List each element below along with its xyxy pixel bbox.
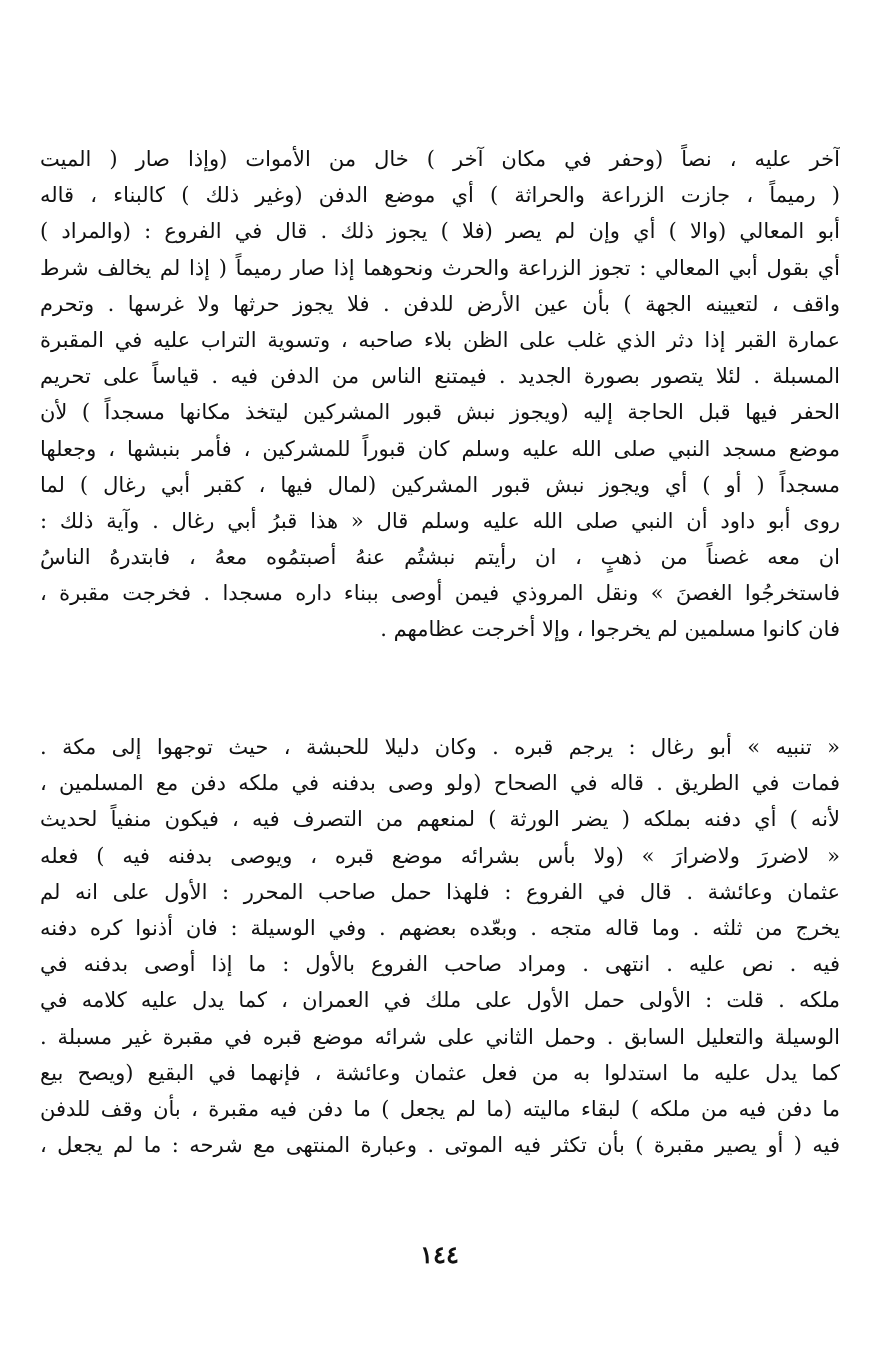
paragraph-2 bbox=[40, 729, 840, 1163]
text-line: فمات في الطريق . قاله في الصحاح (ولو وصى بدفنه في ملكه دفن مع المسلمين ، bbox=[40, 771, 840, 796]
text-line: عمارة القبر إذا دثر الذي غلب على الظن بلاء صاحبه ، وتسوية التراب عليه في المقبرة bbox=[40, 327, 840, 352]
text-line: يخرج من ثلثه . وما قاله متجه . وبعّده بعضهم . وفي الوسيلة : فان أذنوا كره دفنه bbox=[40, 915, 840, 940]
text-line: ما دفن فيه من ملكه ) لبقاء ماليته (ما لم يجعل ) ما دفن فيه مقبرة ، بأن وقف للدفن bbox=[40, 1096, 840, 1121]
text-line: موضع مسجد النبي صلى الله عليه وسلم كان قبوراً للمشركين ، فأمر بنبشها ، وجعلها bbox=[40, 436, 840, 461]
text-line: كما يدل عليه ما استدلوا به من فعل عثمان وعائشة ، فإنهما في البقيع (ويصح بيع bbox=[40, 1060, 840, 1085]
text-line: مسجداً ( أو ) أي ويجوز نبش قبور المشركين (لمال فيها ، كقبر أبي رغال ) لما bbox=[40, 472, 840, 497]
text-line: واقف ، لتعيينه الجهة ) بأن عين الأرض للدفن . فلا يجوز حرثها ولا غرسها . وتحرم bbox=[40, 291, 840, 316]
text-line: ان معه غصناً من ذهبٍ ، ان رأيتم نبشتُم عنهُ أصبتمُوه معهُ ، فابتدرهُ الناسُ bbox=[40, 545, 840, 570]
page-number: ١٤٤ bbox=[420, 1240, 459, 1269]
text-line: روى أبو داود أن النبي صلى الله عليه وسلم قال « هذا قبرُ أبي رغال . وآية ذلك : bbox=[40, 508, 840, 533]
text-line: أبو المعالي (والا ) أي وإن لم يصر (فلا ) يجوز ذلك . قال في الفروع : (والمراد ) bbox=[40, 219, 840, 244]
text-line: الحفر فيها قبل الحاجة إليه (ويجوز نبش قبور المشركين ليتخذ مكانها مسجداً ) لأن bbox=[40, 400, 840, 425]
paragraph-1 bbox=[40, 141, 840, 648]
text-line: ( رميماً ، جازت الزراعة والحراثة ) أي موضع الدفن (وغير ذلك ) كالبناء ، قاله bbox=[40, 183, 840, 208]
text-line: ملكه . قلت : الأولى حمل الأول على ملك في العمران ، كما يدل عليه كلامه في bbox=[40, 988, 840, 1013]
text-line: الوسيلة والتعليل السابق . وحمل الثاني على شرائه موضع قبره في مقبرة غير مسبلة . bbox=[40, 1024, 840, 1049]
text-line: « لاضررَ ولاضرارَ » (ولا بأس بشرائه موضع قبره ، ويوصى بدفنه فيه ) فعله bbox=[40, 843, 840, 868]
text-line: آخر عليه ، نصاً (وحفر في مكان آخر ) خال من الأموات (وإذا صار ( الميت bbox=[40, 147, 840, 171]
text-line: فيه . نص عليه . انتهى . ومراد صاحب الفروع بالأول : ما إذا أوصى بدفنه في bbox=[40, 952, 840, 977]
text-line: أي بقول أبي المعالي : تجوز الزراعة والحرث ونحوهما إذا صار رميماً ( إذا لم يخالف شرط bbox=[40, 255, 840, 280]
text-line: فاستخرجُوا الغصنَ » ونقل المروذي فيمن أوصى ببناء داره مسجدا . فخرجت مقبرة ، bbox=[40, 581, 840, 606]
text-line: « تنبيه » أبو رغال : يرجم قبره . وكان دليلا للحبشة ، حيث توجهوا إلى مكة . bbox=[40, 735, 840, 759]
text-line: عثمان وعائشة . قال في الفروع : فلهذا حمل صاحب المحرر : الأول على انه لم bbox=[40, 879, 840, 904]
text-line: المسبلة . لئلا يتصور بصورة الجديد . فيمتنع الناس من الدفن فيه . قياساً على تحريم bbox=[40, 364, 840, 389]
text-line: لأنه ) أي دفنه بملكه ( يضر الورثة ) لمنعهم من التصرف فيه ، فيكون منفياً لحديث bbox=[40, 807, 840, 832]
text-line: فان كانوا مسلمين لم يخرجوا ، وإلا أخرجت عظامهم . bbox=[380, 617, 840, 642]
text-line: فيه ( أو يصير مقبرة ) بأن تكثر فيه الموتى . وعبارة المنتهى مع شرحه : ما لم يجعل ، bbox=[40, 1133, 840, 1158]
